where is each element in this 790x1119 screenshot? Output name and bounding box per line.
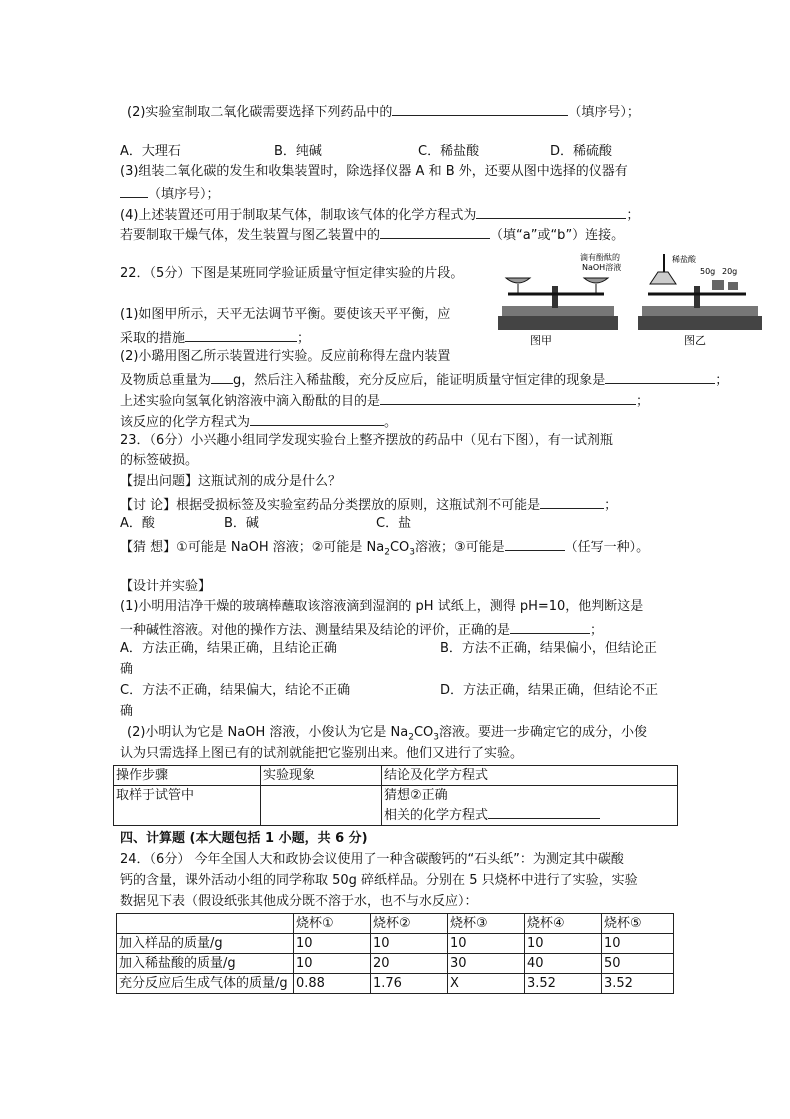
table-cell: 0.88: [294, 974, 371, 994]
table-cell: 50: [602, 954, 674, 974]
table-cell: 10: [602, 934, 674, 954]
figure-phenol: 滴有酚酞的: [580, 253, 620, 262]
q21-part4a: (4)上述装置还可用于制取某气体，制取该气体的化学方程式为 ；: [120, 204, 639, 225]
q21-option-a: A．大理石: [120, 144, 181, 159]
q21-option-d: D．稀硫酸: [550, 144, 613, 159]
table-cell: 3.52: [602, 974, 674, 994]
answer-blank[interactable]: [120, 183, 148, 198]
table-cell: 30: [448, 954, 525, 974]
table-header-cell: 操作步骤: [114, 766, 261, 786]
table-header-cell: 烧杯①: [294, 914, 371, 934]
q23-option-d: D．方法正确，结果正确，但结论不正: [440, 683, 659, 698]
table-header-cell: 结论及化学方程式: [382, 766, 678, 786]
figure-label-right: 图乙: [684, 334, 706, 347]
figure-naoh: NaOH溶液: [582, 263, 622, 272]
answer-blank[interactable]: [380, 390, 636, 405]
q24-line-2: 钙的含量，课外活动小组的同学称取 50g 碎纸样品。分别在 5 只烧杯中进行了实验，实验: [120, 873, 638, 888]
figure-label-left: 图甲: [530, 334, 552, 347]
q21-part3a: (3)组装二氧化碳的发生和收集装置时，除选择仪器 A 和 B 外，还要从图中选择的仪器有: [120, 164, 628, 179]
table-cell: 10: [448, 934, 525, 954]
table-row: [117, 934, 674, 954]
q23-option-b-cont: 确: [120, 662, 134, 677]
table-header-cell: 实验现象: [261, 766, 382, 786]
table-cell: 3.52: [525, 974, 602, 994]
q22-part2d: 该反应的化学方程式为 。: [120, 411, 397, 432]
q22-part2c: 上述实验向氢氧化钠溶液中滴入酚酞的目的是 ；: [120, 390, 649, 411]
q23-ask: 【提出问题】这瓶试剂的成分是什么？: [120, 474, 342, 489]
table-header-row: [114, 766, 678, 786]
q23-heading-2: 的标签破损。: [120, 453, 199, 468]
q24-line-1: 24．（6分） 今年全国人大和政协会议使用了一种含碳酸钙的“石头纸”：为测定其中碳酸: [120, 852, 624, 867]
table-cell: 10: [371, 934, 448, 954]
table-header-row: [117, 914, 674, 934]
section-heading: 四、计算题 (本大题包括 1 小题，共 6 分): [120, 831, 368, 846]
q23-heading-1: 23．（6分）小兴趣小组同学发现实验台上整齐摆放的药品中（见右下图），有一试剂瓶: [120, 433, 613, 448]
balance-figure: [488, 250, 770, 350]
q23-option-b: B．方法不正确，结果偏小，但结论正: [440, 641, 657, 656]
table-cell: 充分反应后生成气体的质量/g: [117, 974, 294, 994]
table-row: [117, 974, 674, 994]
table-cell: 10: [525, 934, 602, 954]
table-cell: 猜想②正确 相关的化学方程式: [382, 786, 678, 826]
q22-part2a: (2)小璐用图乙所示装置进行实验。反应前称得左盘内装置: [120, 349, 451, 364]
q22-part1b: 采取的措施 ；: [120, 327, 310, 348]
q23-discussion: 【讨 论】根据受损标签及实验室药品分类摆放的原则，这瓶试剂不可能是 ；: [120, 494, 617, 515]
q23-exp2a: (2)小明认为它是 NaOH 溶液，小俊认为它是 $Na_2CO_3$溶液。要进一步确定它的成分，小俊: [127, 725, 647, 743]
q23-option-c: C．方法不正确，结果偏大，结论不正确: [120, 683, 351, 698]
q21-part4b: 若要制取干燥气体，发生装置与图乙装置中的 （填“a”或“b”）连接。: [120, 224, 624, 245]
q23-disc-option-b: B．碱: [224, 516, 259, 531]
table-header-cell: 烧杯⑤: [602, 914, 674, 934]
balance-left: [498, 278, 618, 330]
answer-blank[interactable]: [510, 619, 590, 634]
answer-blank[interactable]: [211, 369, 233, 384]
q23-guess: 【猜 想】①可能是 NaOH 溶液；②可能是 $Na_2CO_3$溶液；③可能是 （任写一种）。: [120, 536, 649, 562]
figure-hcl: 稀盐酸: [672, 255, 696, 264]
table-header-cell: 烧杯③: [448, 914, 525, 934]
data-table: [116, 913, 674, 994]
table-header-cell: 烧杯②: [371, 914, 448, 934]
table-row: [114, 786, 678, 826]
balance-right: [638, 254, 762, 330]
table-cell: 加入稀盐酸的质量/g: [117, 954, 294, 974]
answer-blank[interactable]: [540, 494, 604, 509]
figure-weight-20: 20g: [722, 267, 738, 276]
answer-blank[interactable]: [505, 536, 565, 551]
q24-line-3: 数据见下表（假设纸张其他成分既不溶于水，也不与水反应）：: [120, 894, 478, 909]
q23-disc-option-a: A．酸: [120, 516, 155, 531]
q21-part3b: （填序号）；: [120, 183, 220, 204]
q21-option-b: B．纯碱: [274, 144, 322, 159]
table-header-cell: [117, 914, 294, 934]
table-header-cell: 烧杯④: [525, 914, 602, 934]
table-cell: 取样于试管中: [114, 786, 261, 826]
q22-heading: 22．（5分）下图是某班同学验证质量守恒定律实验的片段。: [120, 266, 464, 281]
answer-blank[interactable]: [250, 411, 384, 426]
answer-blank[interactable]: [605, 369, 715, 384]
table-cell: 20: [371, 954, 448, 974]
table-cell: 40: [525, 954, 602, 974]
table-cell[interactable]: [261, 786, 382, 826]
q21-part2: (2)实验室制取二氧化碳需要选择下列药品中的 （填序号）；: [127, 101, 640, 122]
answer-blank[interactable]: [476, 204, 626, 219]
table-cell: 1.76: [371, 974, 448, 994]
q23-exp1b: 一种碱性溶液。对他的操作方法、测量结果及结论的评价，正确的是 ；: [120, 619, 603, 640]
figure-weight-50: 50g: [700, 267, 716, 276]
answer-blank[interactable]: [380, 224, 490, 239]
table-cell: 10: [294, 954, 371, 974]
q23-option-d-cont: 确: [120, 704, 134, 719]
q23-disc-option-c: C．盐: [376, 516, 412, 531]
q21-option-c: C．稀盐酸: [418, 144, 480, 159]
answer-blank[interactable]: [392, 101, 568, 116]
q23-exp1a: (1)小明用洁净干燥的玻璃棒蘸取该溶液滴到湿润的 pH 试纸上，测得 pH=10，他判断这是: [120, 599, 644, 614]
q23-option-a: A．方法正确，结果正确，且结论正确: [120, 641, 337, 656]
q23-exp2b: 认为只需选择上图已有的试剂就能把它鉴别出来。他们又进行了实验。: [120, 746, 524, 761]
table-cell: 加入样品的质量/g: [117, 934, 294, 954]
table-row: [117, 954, 674, 974]
answer-blank[interactable]: [185, 327, 297, 342]
table-cell: X: [448, 974, 525, 994]
experiment-table: [113, 765, 678, 826]
q22-part1a: (1)如图甲所示，天平无法调节平衡。要使该天平平衡，应: [120, 307, 451, 322]
table-cell: 10: [294, 934, 371, 954]
answer-blank[interactable]: [488, 804, 600, 819]
q23-design: 【设计并实验】: [120, 579, 212, 594]
q22-part2b: 及物质总重量为 g，然后注入稀盐酸，充分反应后，能证明质量守恒定律的现象是 ；: [120, 369, 728, 390]
